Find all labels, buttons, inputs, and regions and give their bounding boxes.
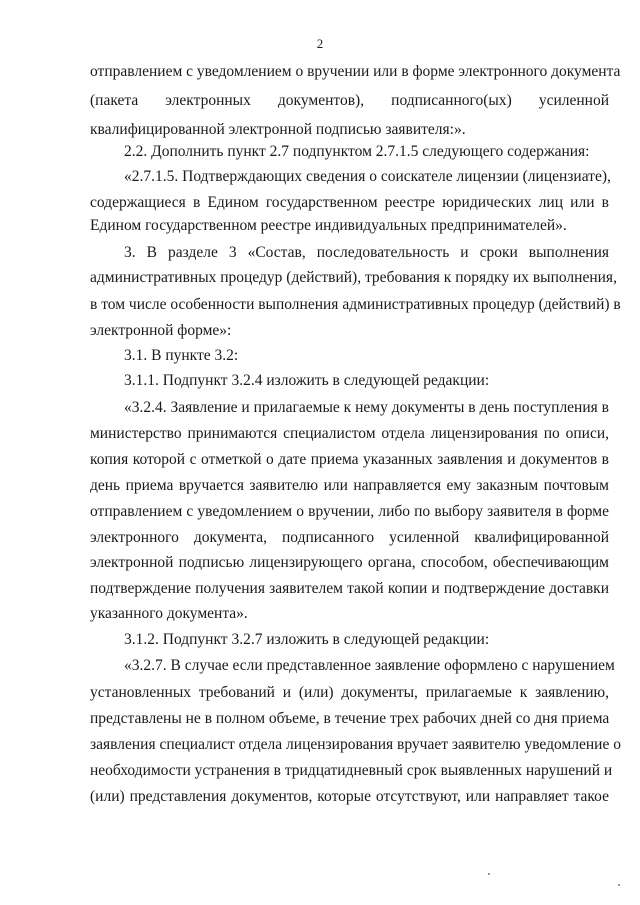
text-line: Едином государственном реестре индивидуальных предпринимателей». bbox=[90, 217, 567, 234]
text-line: «3.2.7. В случае если представленное заявление оформлено с нарушением bbox=[124, 657, 615, 674]
text-line: «2.7.1.5. Подтверждающих сведения о соискателе лицензии (лицензиате), bbox=[124, 168, 611, 185]
text-line: министерство принимаются специалистом отдела лицензирования по описи, bbox=[90, 425, 609, 442]
text-line: представлены не в полном объеме, в течение трех рабочих дней со дня приема bbox=[90, 710, 610, 727]
text-line: заявления специалист отдела лицензирования вручает заявителю уведомление о bbox=[90, 736, 621, 753]
scan-speck bbox=[488, 873, 490, 875]
text-line: 3.1.2. Подпункт 3.2.7 изложить в следующей редакции: bbox=[124, 631, 490, 648]
text-line: необходимости устранения в тридцатидневный срок выявленных нарушений и bbox=[90, 762, 613, 779]
text-line: квалифицированной электронной подписью заявителя:». bbox=[90, 121, 466, 138]
text-line: указанного документа». bbox=[90, 605, 248, 622]
text-line: отправлением с уведомлением о вручении или в форме электронного документа bbox=[90, 63, 621, 80]
scan-speck bbox=[618, 884, 620, 886]
text-line: 2.2. Дополнить пункт 2.7 подпунктом 2.7.1.5 следующего содержания: bbox=[124, 143, 590, 160]
text-line: электронной подписью лицензирующего органа, способом, обеспечивающим bbox=[90, 554, 609, 571]
text-line: административных процедур (действий), требования к порядку их выполнения, bbox=[90, 269, 617, 286]
text-line: «3.2.4. Заявление и прилагаемые к нему документы в день поступления в bbox=[124, 399, 609, 416]
text-line: содержащиеся в Едином государственном реестре юридических лиц или в bbox=[90, 194, 609, 211]
text-line: электронной форме»: bbox=[90, 322, 232, 339]
text-line: электронного документа, подписанного усиленной квалифицированной bbox=[90, 529, 609, 546]
text-line: (пакета электронных документов), подписанного(ых) усиленной bbox=[90, 92, 609, 109]
text-line: подтверждение получения заявителем такой копии и подтверждение доставки bbox=[90, 580, 609, 597]
text-line: установленных требований и (или) документы, прилагаемые к заявлению, bbox=[90, 684, 609, 701]
text-line: 3.1.1. Подпункт 3.2.4 изложить в следующей редакции: bbox=[124, 372, 490, 389]
page-number: 2 bbox=[316, 36, 324, 51]
text-line: копия которой с отметкой о дате приема указанных заявления и документов в bbox=[90, 451, 609, 468]
text-line: отправлением с уведомлением о вручении, либо по выбору заявителя в форме bbox=[90, 503, 609, 520]
text-line: (или) представления документов, которые отсутствуют, или направляет такое bbox=[90, 788, 609, 805]
text-line: 3.1. В пункте 3.2: bbox=[124, 347, 239, 364]
text-line: в том числе особенности выполнения административных процедур (действий) в bbox=[90, 296, 621, 313]
text-line: день приема вручается заявителю или направляется ему заказным почтовым bbox=[90, 477, 609, 494]
text-line: 3. В разделе 3 «Состав, последовательность и сроки выполнения bbox=[124, 244, 609, 261]
